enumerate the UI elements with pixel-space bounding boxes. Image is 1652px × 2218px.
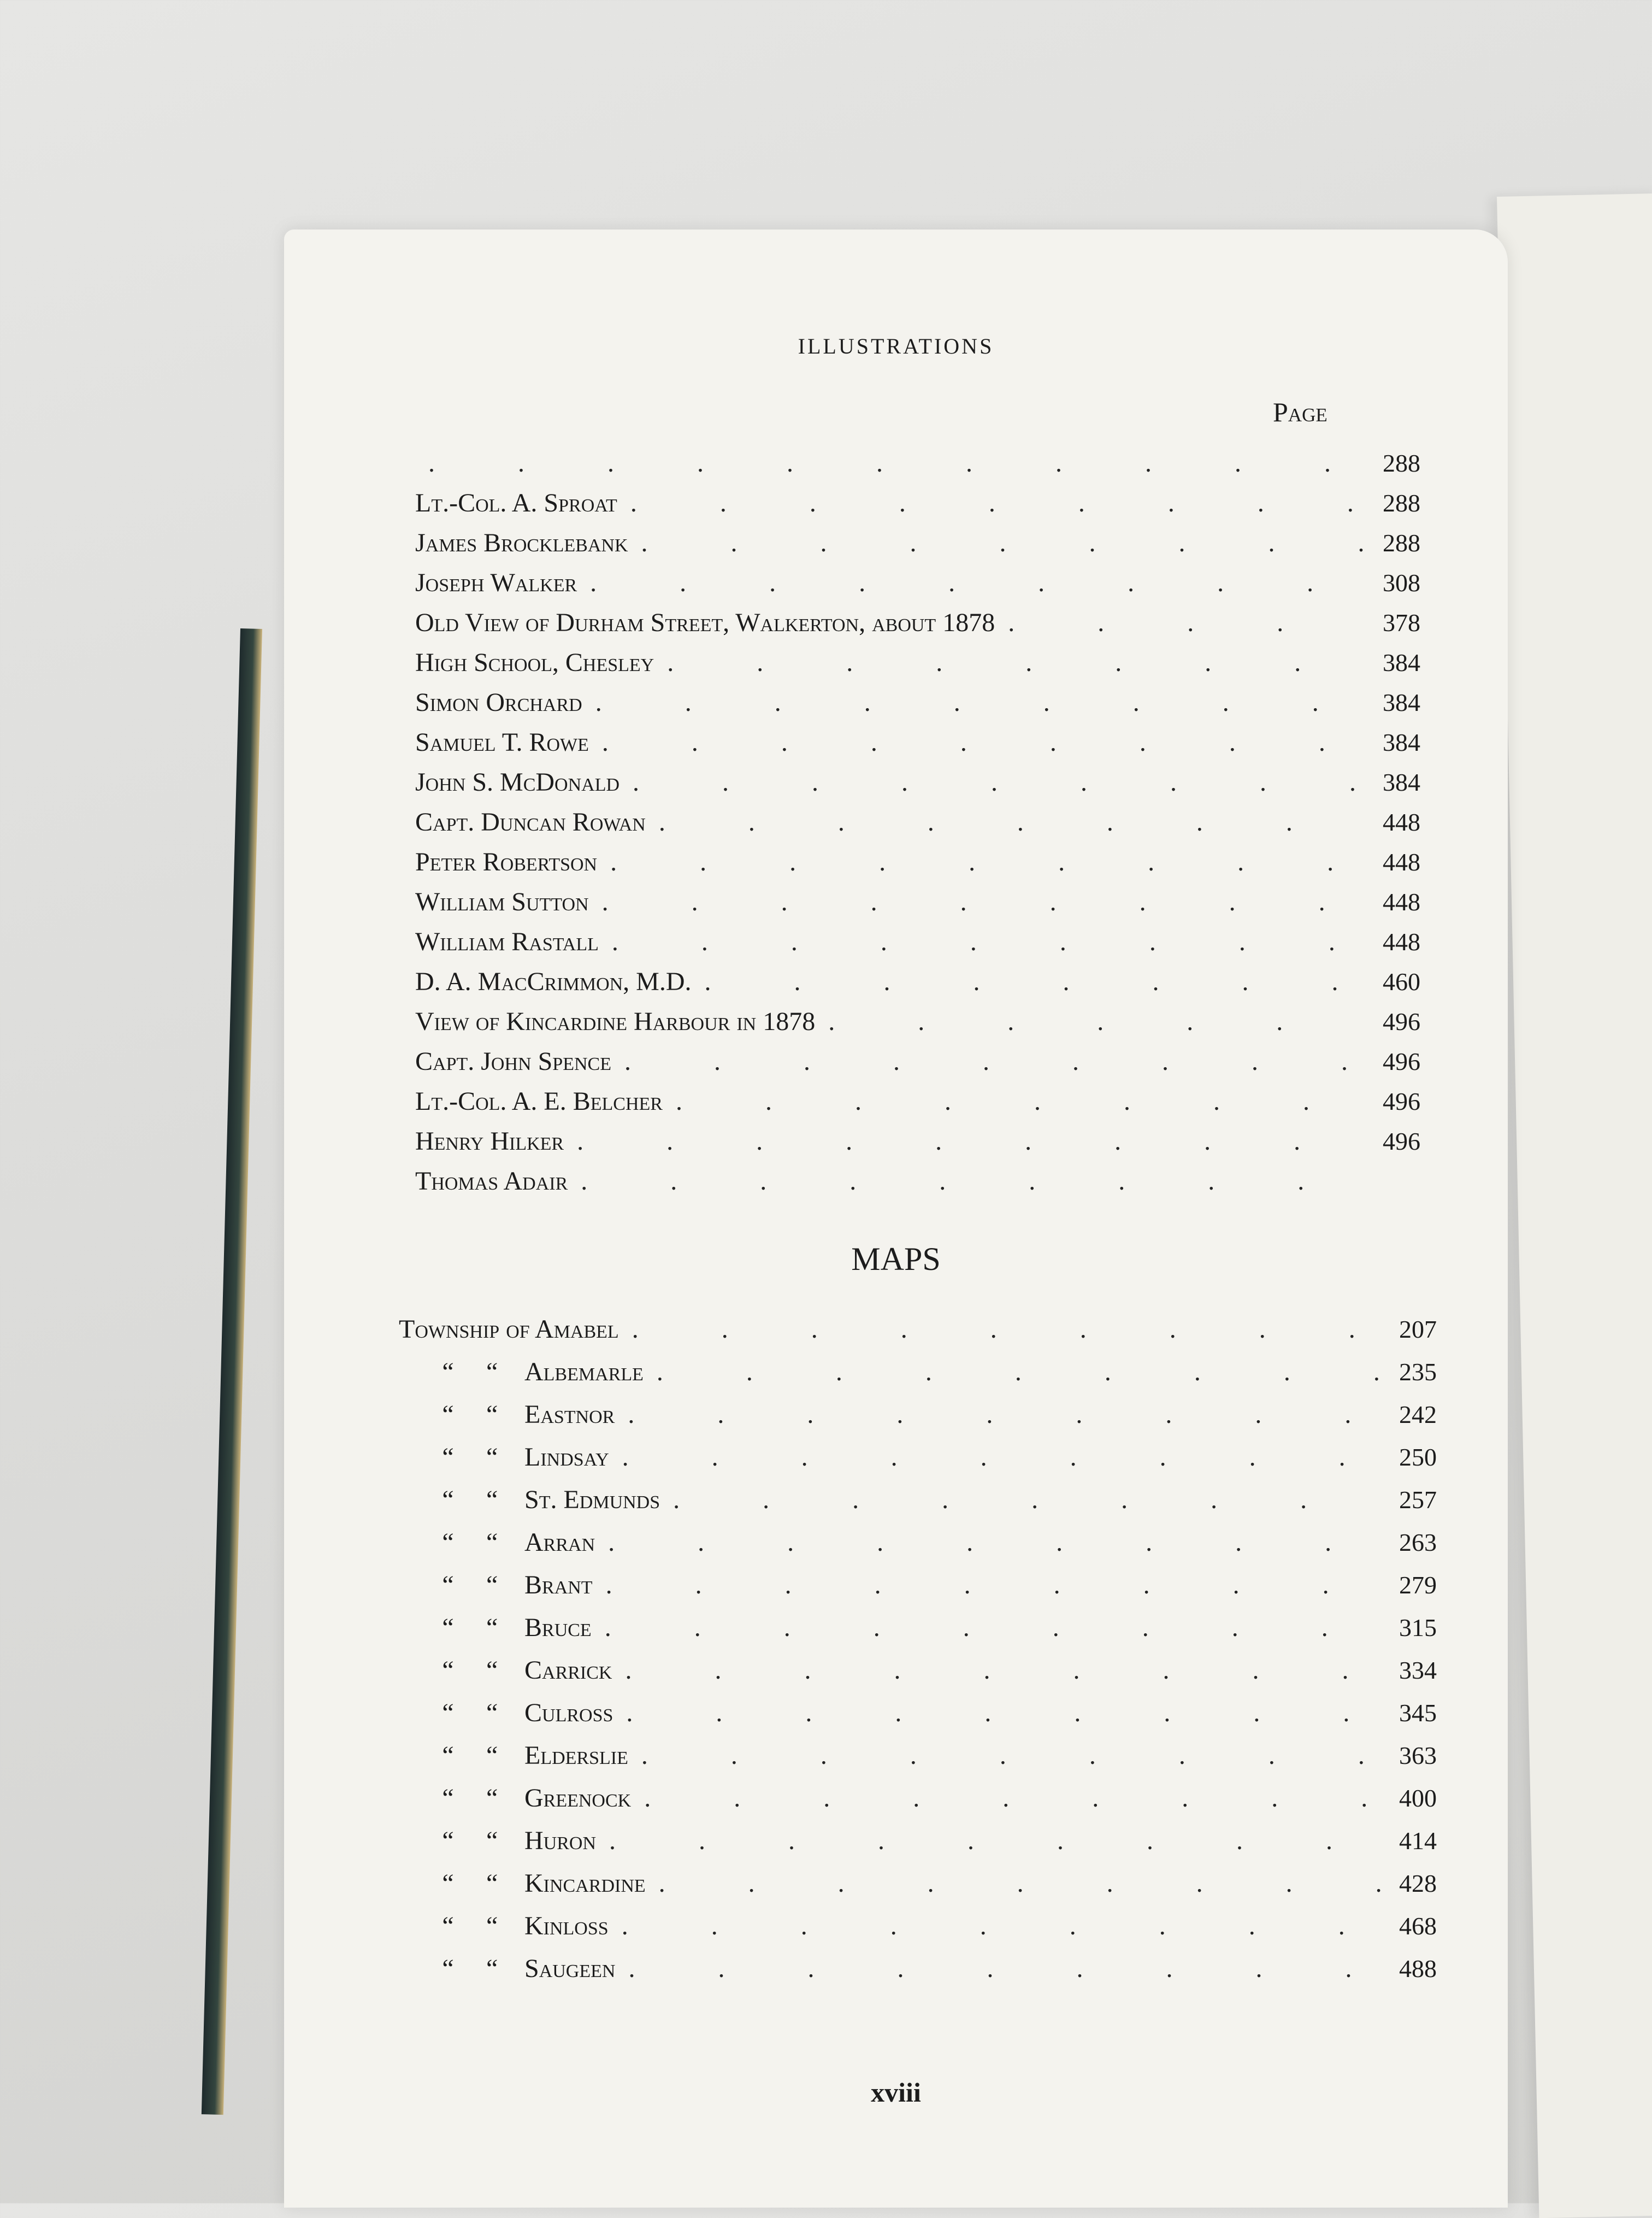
- page-number: 279: [1399, 1571, 1437, 1599]
- list-item: [415, 807, 1420, 847]
- map-title: Carrick: [524, 1656, 612, 1685]
- list-item: [399, 1655, 1437, 1698]
- illustrations-list: [415, 448, 1420, 1206]
- list-item: [415, 687, 1420, 727]
- page-number: 496: [1383, 1048, 1420, 1075]
- map-title: Greenock: [524, 1784, 632, 1813]
- map-title: Lindsay: [524, 1443, 609, 1472]
- page-number: 384: [1383, 689, 1420, 716]
- map-title: Bruce: [524, 1613, 592, 1642]
- list-item: [415, 648, 1420, 687]
- dot-leader: [632, 1314, 1382, 1344]
- page-number: 400: [1399, 1784, 1437, 1812]
- page-number: 384: [1383, 768, 1420, 796]
- dot-leader: [605, 1613, 1382, 1643]
- dot-leader: [628, 1954, 1382, 1984]
- page-number: 448: [1383, 848, 1420, 876]
- list-item: [415, 1086, 1420, 1126]
- ditto-mark: “: [486, 1698, 498, 1727]
- page-number: 288: [1383, 529, 1420, 557]
- ditto-mark: “: [486, 1443, 498, 1472]
- page-number: 315: [1399, 1614, 1437, 1642]
- map-title: Kinloss: [524, 1911, 609, 1940]
- illustration-title: Capt. Duncan Rowan: [415, 808, 646, 837]
- dot-leader: [641, 528, 1366, 558]
- map-title: Township of Amabel: [399, 1315, 619, 1344]
- dot-leader: [581, 1166, 1366, 1196]
- ditto-mark: “: [486, 1485, 498, 1514]
- illustration-title: William Sutton: [415, 887, 589, 916]
- ditto-mark: “: [442, 1869, 454, 1898]
- ditto-mark: “: [442, 1443, 454, 1472]
- page-number-footer: xviii: [871, 2077, 921, 2108]
- ditto-mark: “: [486, 1528, 498, 1557]
- dot-leader: [1008, 608, 1366, 638]
- illustration-title: Henry Hilker: [415, 1127, 564, 1156]
- ditto-mark: “: [442, 1485, 454, 1514]
- dot-leader: [602, 727, 1366, 757]
- ditto-mark: “: [486, 1784, 498, 1813]
- maps-heading: MAPS: [851, 1241, 941, 1277]
- ditto-mark: “: [486, 1826, 498, 1855]
- page-number: 488: [1399, 1955, 1437, 1982]
- page-number: 460: [1383, 968, 1420, 996]
- list-item: [415, 1126, 1420, 1166]
- page-number: 288: [1383, 449, 1420, 477]
- maps-list: [399, 1314, 1437, 1996]
- list-item: [415, 727, 1420, 767]
- list-item: [415, 568, 1420, 608]
- illustration-title: Peter Robertson: [415, 848, 598, 876]
- list-item: [415, 767, 1420, 807]
- dot-leader: [659, 1868, 1382, 1898]
- ditto-mark: “: [442, 1954, 454, 1983]
- page-number: 384: [1383, 728, 1420, 756]
- page-number: 288: [1383, 489, 1420, 517]
- map-title: Saugeen: [524, 1954, 616, 1983]
- dot-leader: [606, 1570, 1382, 1600]
- map-title: St. Edmunds: [524, 1485, 660, 1514]
- list-item: [399, 1868, 1437, 1911]
- dot-leader: [644, 1783, 1382, 1813]
- facing-page: [1497, 193, 1652, 2218]
- dot-leader: [659, 807, 1366, 837]
- dot-leader: [630, 488, 1366, 518]
- ditto-mark: “: [442, 1400, 454, 1429]
- page-number: 263: [1399, 1528, 1437, 1556]
- illustration-title: Samuel T. Rowe: [415, 728, 589, 757]
- illustration-title: Old View of Durham Street, Walkerton, about 1878: [415, 608, 995, 637]
- ditto-mark: “: [442, 1911, 454, 1940]
- page-number: 468: [1399, 1912, 1437, 1940]
- page-number: 235: [1399, 1358, 1437, 1386]
- ditto-mark: “: [486, 1613, 498, 1642]
- page-number: 496: [1383, 1008, 1420, 1036]
- map-title: Kincardine: [524, 1869, 646, 1898]
- dot-leader: [602, 887, 1366, 917]
- dot-leader: [628, 1399, 1382, 1429]
- ditto-mark: “: [442, 1570, 454, 1599]
- list-item: [399, 1783, 1437, 1826]
- illustration-title: View of Kincardine Harbour in 1878: [415, 1007, 816, 1036]
- dot-leader: [673, 1485, 1382, 1515]
- page-number: 345: [1399, 1699, 1437, 1727]
- dot-leader: [676, 1086, 1366, 1116]
- page-number: 308: [1383, 569, 1420, 597]
- map-title: Eastnor: [524, 1400, 615, 1429]
- page-number: 257: [1399, 1486, 1437, 1514]
- dot-leader: [428, 448, 1366, 478]
- map-title: Culross: [524, 1698, 613, 1727]
- page-number: 496: [1383, 1127, 1420, 1155]
- list-item: [415, 887, 1420, 927]
- list-item: [399, 1527, 1437, 1570]
- dot-leader: [609, 1826, 1382, 1856]
- list-item: [399, 1357, 1437, 1399]
- map-title: Arran: [524, 1528, 595, 1557]
- illustration-title: D. A. MacCrimmon, M.D.: [415, 967, 692, 996]
- map-title: Elderslie: [524, 1741, 628, 1770]
- page-column-label: Page: [1273, 397, 1328, 427]
- illustration-title: High School, Chesley: [415, 648, 654, 677]
- dot-leader: [705, 967, 1366, 997]
- ditto-mark: “: [442, 1698, 454, 1727]
- list-item: [399, 1613, 1437, 1655]
- page-number: 496: [1383, 1087, 1420, 1115]
- ditto-mark: “: [442, 1784, 454, 1813]
- list-item: [399, 1570, 1437, 1613]
- dot-leader: [612, 927, 1366, 957]
- ditto-mark: “: [486, 1570, 498, 1599]
- page-number: 334: [1399, 1656, 1437, 1684]
- list-item: [399, 1314, 1437, 1357]
- page-number: 378: [1383, 609, 1420, 637]
- illustration-title: Lt.-Col. A. E. Belcher: [415, 1087, 663, 1116]
- page-number: 207: [1399, 1315, 1437, 1343]
- list-item: [399, 1740, 1437, 1783]
- list-item: [399, 1399, 1437, 1442]
- ditto-mark: “: [442, 1656, 454, 1685]
- list-item: [415, 927, 1420, 967]
- illustration-title: James Brocklebank: [415, 528, 628, 557]
- page-heading: ILLUSTRATIONS: [798, 334, 994, 358]
- ditto-mark: “: [486, 1357, 498, 1386]
- ditto-mark: “: [486, 1400, 498, 1429]
- page-number: 242: [1399, 1401, 1437, 1428]
- list-item: [415, 528, 1420, 568]
- list-item: [415, 1007, 1420, 1046]
- list-item: [415, 488, 1420, 528]
- page-number: 448: [1383, 928, 1420, 956]
- illustration-title: William Rastall: [415, 927, 599, 956]
- ditto-mark: “: [442, 1826, 454, 1855]
- dot-leader: [633, 767, 1366, 797]
- list-item: [415, 967, 1420, 1007]
- page-number: 448: [1383, 808, 1420, 836]
- list-item: [415, 1046, 1420, 1086]
- map-title: Albemarle: [524, 1357, 644, 1386]
- ditto-mark: “: [442, 1613, 454, 1642]
- list-item: [415, 847, 1420, 887]
- ditto-mark: “: [486, 1741, 498, 1770]
- dot-leader: [828, 1007, 1366, 1037]
- dot-leader: [641, 1740, 1382, 1770]
- dot-leader: [626, 1698, 1382, 1728]
- dot-leader: [622, 1911, 1382, 1941]
- illustration-title: Lt.-Col. A. Sproat: [415, 489, 617, 517]
- illustration-title: John S. McDonald: [415, 768, 620, 797]
- page-number: 363: [1399, 1742, 1437, 1769]
- dot-leader: [577, 1126, 1366, 1156]
- ditto-mark: “: [442, 1357, 454, 1386]
- page-number: 414: [1399, 1827, 1437, 1855]
- dot-leader: [657, 1357, 1382, 1387]
- ditto-mark: “: [442, 1741, 454, 1770]
- ditto-mark: “: [486, 1911, 498, 1940]
- book-page: [284, 230, 1508, 2208]
- dot-leader: [595, 687, 1366, 717]
- list-item: [415, 448, 1420, 488]
- illustration-title: Joseph Walker: [415, 568, 577, 597]
- illustration-title: Simon Orchard: [415, 688, 582, 717]
- list-item: [399, 1954, 1437, 1996]
- ditto-mark: “: [486, 1869, 498, 1898]
- list-item: [399, 1826, 1437, 1868]
- map-title: Huron: [524, 1826, 597, 1855]
- list-item: [399, 1698, 1437, 1740]
- list-item: [415, 608, 1420, 648]
- list-item: [399, 1485, 1437, 1527]
- page-number: 384: [1383, 649, 1420, 676]
- dot-leader: [667, 648, 1366, 678]
- illustration-title: Capt. John Spence: [415, 1047, 611, 1076]
- dot-leader: [590, 568, 1366, 598]
- ditto-mark: “: [486, 1954, 498, 1983]
- dot-leader: [624, 1046, 1366, 1076]
- ditto-mark: “: [442, 1528, 454, 1557]
- page-number: 250: [1399, 1443, 1437, 1471]
- illustration-title: Thomas Adair: [415, 1167, 568, 1196]
- dot-leader: [625, 1655, 1382, 1685]
- ditto-mark: “: [486, 1656, 498, 1685]
- list-item: [399, 1911, 1437, 1954]
- list-item: [399, 1442, 1437, 1485]
- page-number: 428: [1399, 1869, 1437, 1897]
- map-title: Brant: [524, 1570, 593, 1599]
- page-number: 448: [1383, 888, 1420, 916]
- dot-leader: [608, 1527, 1382, 1557]
- dot-leader: [622, 1442, 1382, 1472]
- list-item: [415, 1166, 1420, 1206]
- dot-leader: [610, 847, 1366, 877]
- book-spine: [202, 628, 262, 2115]
